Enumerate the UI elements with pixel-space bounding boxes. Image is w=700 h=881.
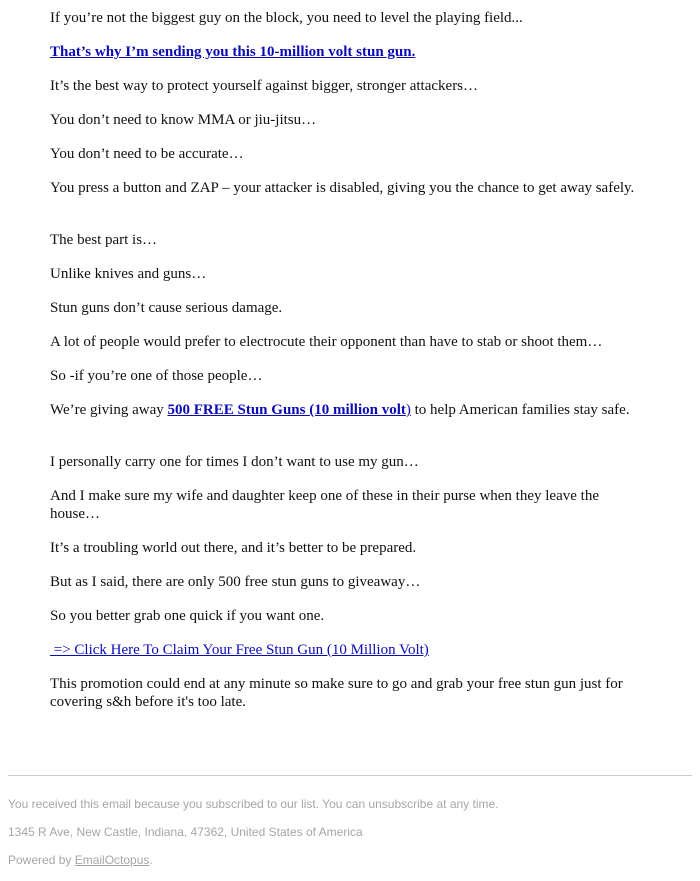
paragraph-carry-one: I personally carry one for times I don’t want to use my gun… [50,454,419,470]
paragraph-those-people: So -if you’re one of those people… [50,368,263,384]
paragraph-zap: You press a button and ZAP – your attacker is disabled, giving you the chance to get away safely. [50,180,635,196]
footer-address: 1345 R Ave, New Castle, Indiana, 47362, United States of America [8,825,363,839]
free-stun-guns-link-paren: ) [405,402,411,418]
footer-subscription-notice: You received this email because you subscribed to our list. You can unsubscribe at any time. [8,797,499,811]
paragraph-no-damage: Stun guns don’t cause serious damage. [50,300,283,316]
paragraph-best-way: It’s the best way to protect yourself against bigger, stronger attackers… [50,78,479,94]
paragraph-claim-link [50,641,650,659]
paragraph-stun-gun-link [50,43,650,61]
paragraph-best-part: The best part is… [50,232,158,248]
paragraph-troubling-world: It’s a troubling world out there, and it’s better to be prepared. [50,540,417,556]
free-stun-guns-link-bold: 500 FREE Stun Guns (10 million volt [167,402,406,418]
giving-away-prefix: We’re giving away [50,402,168,418]
claim-free-stun-gun-link[interactable]: => Click Here To Claim Your Free Stun Gun (10 Million Volt) [50,642,429,658]
paragraph-grab-quick: So you better grab one quick if you want one. [50,608,325,624]
powered-by-suffix: . [149,853,153,867]
footer-powered-by [8,852,692,868]
paragraph-accurate: You don’t need to be accurate… [50,146,244,162]
paragraph-electrocute: A lot of people would prefer to electrocute their opponent than have to stab or shoot them… [50,334,603,350]
footer-divider [8,775,692,776]
stun-gun-offer-link[interactable]: That’s why I’m sending you this 10-million volt stun gun. [50,44,416,60]
paragraph-promotion-end: This promotion could end at any minute so make sure to go and grab your free stun gun just for covering s&h before it's too late. [50,676,623,710]
paragraph-level-playing-field: If you’re not the biggest guy on the block, you need to level the playing field... [50,10,523,26]
paragraph-only-500: But as I said, there are only 500 free stun guns to giveaway… [50,574,421,590]
emailoctopus-link[interactable]: EmailOctopus [74,853,150,867]
giving-away-suffix: to help American families stay safe. [410,402,630,418]
paragraph-knives-guns: Unlike knives and guns… [50,266,207,282]
free-stun-guns-link[interactable] [168,402,411,418]
paragraph-wife-daughter: And I make sure my wife and daughter keep one of these in their purse when they leave the house… [50,488,599,522]
powered-by-prefix: Powered by [8,853,75,867]
paragraph-mma: You don’t need to know MMA or jiu-jitsu… [50,112,317,128]
paragraph-giving-away [50,401,650,419]
